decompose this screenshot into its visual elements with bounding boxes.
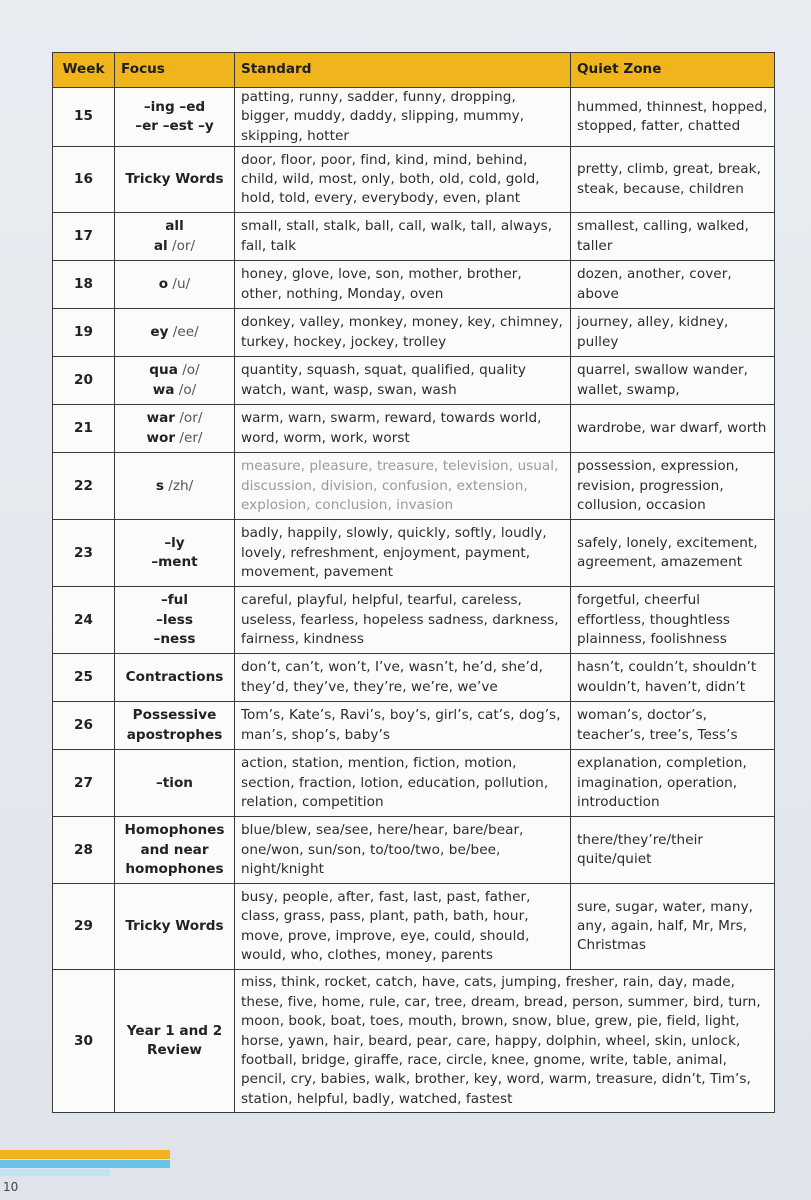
table-row (53, 884, 775, 970)
standard-words-cell: blue/blew, sea/see, here/hear, bare/bear, one/won, sun/son, to/too/two, be/bee, night/knight (235, 817, 571, 884)
table-row (53, 261, 775, 309)
header-quiet-zone: Quiet Zone (571, 53, 775, 88)
focus-line (121, 917, 228, 936)
week-cell: 18 (53, 261, 115, 309)
focus-text: Contractions (125, 669, 224, 686)
focus-line (121, 1022, 228, 1041)
standard-words-cell: small, stall, stalk, ball, call, walk, tall, always, fall, talk (235, 213, 571, 261)
quiet-zone-words-cell: possession, expression, revision, progression, collusion, occasion (571, 453, 775, 520)
focus-cell (115, 654, 235, 702)
focus-line (121, 361, 228, 380)
quiet-zone-words-cell: there/they’re/their quite/quiet (571, 817, 775, 884)
focus-text: and near (140, 841, 209, 858)
header-standard: Standard (235, 53, 571, 88)
week-cell: 26 (53, 702, 115, 750)
focus-line (121, 275, 228, 294)
focus-line (121, 591, 228, 610)
header-week: Week (53, 53, 115, 88)
week-cell: 25 (53, 654, 115, 702)
page-number: 10 (3, 1180, 19, 1194)
week-cell: 21 (53, 405, 115, 453)
spelling-table (52, 52, 775, 1113)
focus-line (121, 170, 228, 189)
quiet-zone-words-cell: quarrel, swallow wander, wallet, swamp, (571, 357, 775, 405)
focus-cell (115, 405, 235, 453)
phoneme-text: /o/ (174, 381, 197, 398)
table-row (53, 587, 775, 654)
focus-line (121, 477, 228, 496)
phoneme-text: /zh/ (163, 477, 194, 494)
focus-text: Tricky Words (125, 171, 224, 188)
table-row (53, 702, 775, 750)
week-cell: 17 (53, 213, 115, 261)
focus-line (121, 841, 228, 860)
focus-text: homophones (125, 860, 224, 877)
table-row (53, 357, 775, 405)
week-cell: 19 (53, 309, 115, 357)
standard-words-cell: warm, warn, swarm, reward, towards world, word, worm, work, worst (235, 405, 571, 453)
focus-cell (115, 309, 235, 357)
focus-cell (115, 357, 235, 405)
focus-text: –ly (164, 534, 185, 551)
focus-cell (115, 970, 235, 1113)
focus-text: –less (156, 611, 193, 628)
focus-cell (115, 884, 235, 970)
phoneme-text: /o/ (177, 362, 200, 379)
standard-words-cell: honey, glove, love, son, mother, brother, other, nothing, Monday, oven (235, 261, 571, 309)
quiet-zone-words-cell: smallest, calling, walked, taller (571, 213, 775, 261)
table-row (53, 520, 775, 587)
focus-cell (115, 520, 235, 587)
standard-words-cell: Tom’s, Kate’s, Ravi’s, boy’s, girl’s, cat’s, dog’s, man’s, shop’s, baby’s (235, 702, 571, 750)
quiet-zone-words-cell: explanation, completion, imagination, operation, introduction (571, 750, 775, 817)
focus-text: Review (147, 1042, 202, 1059)
header-focus: Focus (115, 53, 235, 88)
focus-text: Year 1 and 2 (126, 1022, 223, 1039)
table-row (53, 453, 775, 520)
focus-text: wa (152, 381, 175, 398)
focus-text: al (153, 237, 168, 254)
quiet-zone-words-cell: safely, lonely, excitement, agreement, amazement (571, 520, 775, 587)
table-row (53, 88, 775, 147)
focus-line (121, 217, 228, 236)
table-row (53, 970, 775, 1113)
focus-text: qua (149, 362, 178, 379)
table-row (53, 147, 775, 213)
focus-cell (115, 587, 235, 654)
focus-line (121, 98, 228, 117)
focus-text: o (158, 276, 169, 293)
week-cell: 24 (53, 587, 115, 654)
focus-text: –ment (151, 554, 198, 571)
week-cell: 20 (53, 357, 115, 405)
focus-text: s (155, 477, 164, 494)
phoneme-text: /ee/ (168, 324, 199, 341)
focus-line (121, 117, 228, 136)
table-row (53, 817, 775, 884)
quiet-zone-words-cell: hasn’t, couldn’t, shouldn’t wouldn’t, haven’t, didn’t (571, 654, 775, 702)
focus-cell (115, 88, 235, 147)
standard-words-cell: busy, people, after, fast, last, past, father, class, grass, pass, plant, path, bath, hour, move, prove, improve, eye, could, should, would, who, clothes, money, parents (235, 884, 571, 970)
quiet-zone-words-cell: dozen, another, cover, above (571, 261, 775, 309)
focus-line (121, 726, 228, 745)
standard-words-cell: action, station, mention, fiction, motion, section, fraction, lotion, education, pollution, relation, competition (235, 750, 571, 817)
focus-cell (115, 453, 235, 520)
focus-text: –ness (153, 630, 196, 647)
standard-words-cell: miss, think, rocket, catch, have, cats, jumping, fresher, rain, day, made, these, five, home, rule, car, tree, dream, bread, person, summer, bird, turn, moon, book, boat, toes, mouth, brown, snow, blue, grew, pie, field, light, horse, yawn, hair, beard, pear, care, happy, dolphin, wheel, skin, unlock, football, bridge, giraffe, race, circle, knee, gnome, write, table, animal, pencil, cry, babies, walk, brother, key, word, warm, treasure, didn’t, Tim’s, station, helpful, badly, watched, fastest (235, 970, 775, 1113)
quiet-zone-words-cell: pretty, climb, great, break, steak, because, children (571, 147, 775, 213)
header-row (53, 53, 775, 88)
focus-line (121, 409, 228, 428)
quiet-zone-words-cell: hummed, thinnest, hopped, stopped, fatter, chatted (571, 88, 775, 147)
quiet-zone-words-cell: journey, alley, kidney, pulley (571, 309, 775, 357)
focus-line (121, 323, 228, 342)
week-cell: 27 (53, 750, 115, 817)
phoneme-text: /er/ (175, 429, 203, 446)
standard-words-cell: donkey, valley, monkey, money, key, chimney, turkey, hockey, jockey, trolley (235, 309, 571, 357)
focus-line (121, 553, 228, 572)
standard-words-cell: door, floor, poor, find, kind, mind, behind, child, wild, most, only, both, old, cold, gold, hold, told, every, everybody, even, plant (235, 147, 571, 213)
phoneme-text: /or/ (167, 237, 196, 254)
phoneme-text: /or/ (175, 410, 203, 427)
week-cell: 30 (53, 970, 115, 1113)
focus-line (121, 668, 228, 687)
week-cell: 15 (53, 88, 115, 147)
focus-line (121, 821, 228, 840)
focus-line (121, 381, 228, 400)
quiet-zone-words-cell: woman’s, doctor’s, teacher’s, tree’s, Tess’s (571, 702, 775, 750)
focus-line (121, 1041, 228, 1060)
quiet-zone-words-cell: sure, sugar, water, many, any, again, half, Mr, Mrs, Christmas (571, 884, 775, 970)
week-cell: 16 (53, 147, 115, 213)
focus-line (121, 860, 228, 879)
focus-line (121, 706, 228, 725)
focus-text: wor (146, 429, 176, 446)
decorative-stripe-light-blue (0, 1169, 110, 1176)
focus-cell (115, 261, 235, 309)
decorative-stripe-orange (0, 1150, 170, 1159)
table-row (53, 309, 775, 357)
week-cell: 22 (53, 453, 115, 520)
table-row (53, 405, 775, 453)
focus-text: war (146, 410, 176, 427)
focus-line (121, 534, 228, 553)
standard-words-cell: patting, runny, sadder, funny, dropping, bigger, muddy, daddy, slipping, mummy, skipping, hotter (235, 88, 571, 147)
standard-words-cell: measure, pleasure, treasure, television, usual, discussion, division, confusion, extension, explosion, conclusion, invasion (235, 453, 571, 520)
standard-words-cell: don’t, can’t, won’t, I’ve, wasn’t, he’d, she’d, they’d, they’ve, they’re, we’re, we’ve (235, 654, 571, 702)
focus-cell (115, 213, 235, 261)
quiet-zone-words-cell: wardrobe, war dwarf, worth (571, 405, 775, 453)
focus-line (121, 611, 228, 630)
phoneme-text: /u/ (168, 276, 191, 293)
focus-line (121, 774, 228, 793)
table-row (53, 750, 775, 817)
focus-text: –ful (160, 592, 189, 609)
focus-text: apostrophes (126, 726, 223, 743)
decorative-stripe-blue (0, 1160, 170, 1168)
focus-line (121, 237, 228, 256)
standard-words-cell: quantity, squash, squat, qualified, quality watch, want, wasp, swan, wash (235, 357, 571, 405)
focus-cell (115, 702, 235, 750)
focus-text: Homophones (124, 822, 225, 839)
focus-text: –tion (156, 774, 193, 791)
focus-line (121, 630, 228, 649)
standard-words-cell: badly, happily, slowly, quickly, softly, loudly, lovely, refreshment, enjoyment, payment, movement, pavement (235, 520, 571, 587)
focus-text: Possessive (132, 707, 217, 724)
focus-line (121, 429, 228, 448)
week-cell: 28 (53, 817, 115, 884)
focus-text: –er –est –y (135, 118, 214, 135)
focus-text: ey (150, 324, 169, 341)
focus-cell (115, 750, 235, 817)
focus-text: Tricky Words (125, 918, 224, 935)
focus-cell (115, 147, 235, 213)
quiet-zone-words-cell: forgetful, cheerful effortless, thoughtless plainness, foolishness (571, 587, 775, 654)
week-cell: 23 (53, 520, 115, 587)
week-cell: 29 (53, 884, 115, 970)
standard-words-cell: careful, playful, helpful, tearful, careless, useless, fearless, hopeless sadness, darkness, fairness, kindness (235, 587, 571, 654)
focus-text: –ing –ed (143, 98, 206, 115)
table-row (53, 213, 775, 261)
focus-text: all (165, 218, 184, 235)
table-row (53, 654, 775, 702)
focus-cell (115, 817, 235, 884)
